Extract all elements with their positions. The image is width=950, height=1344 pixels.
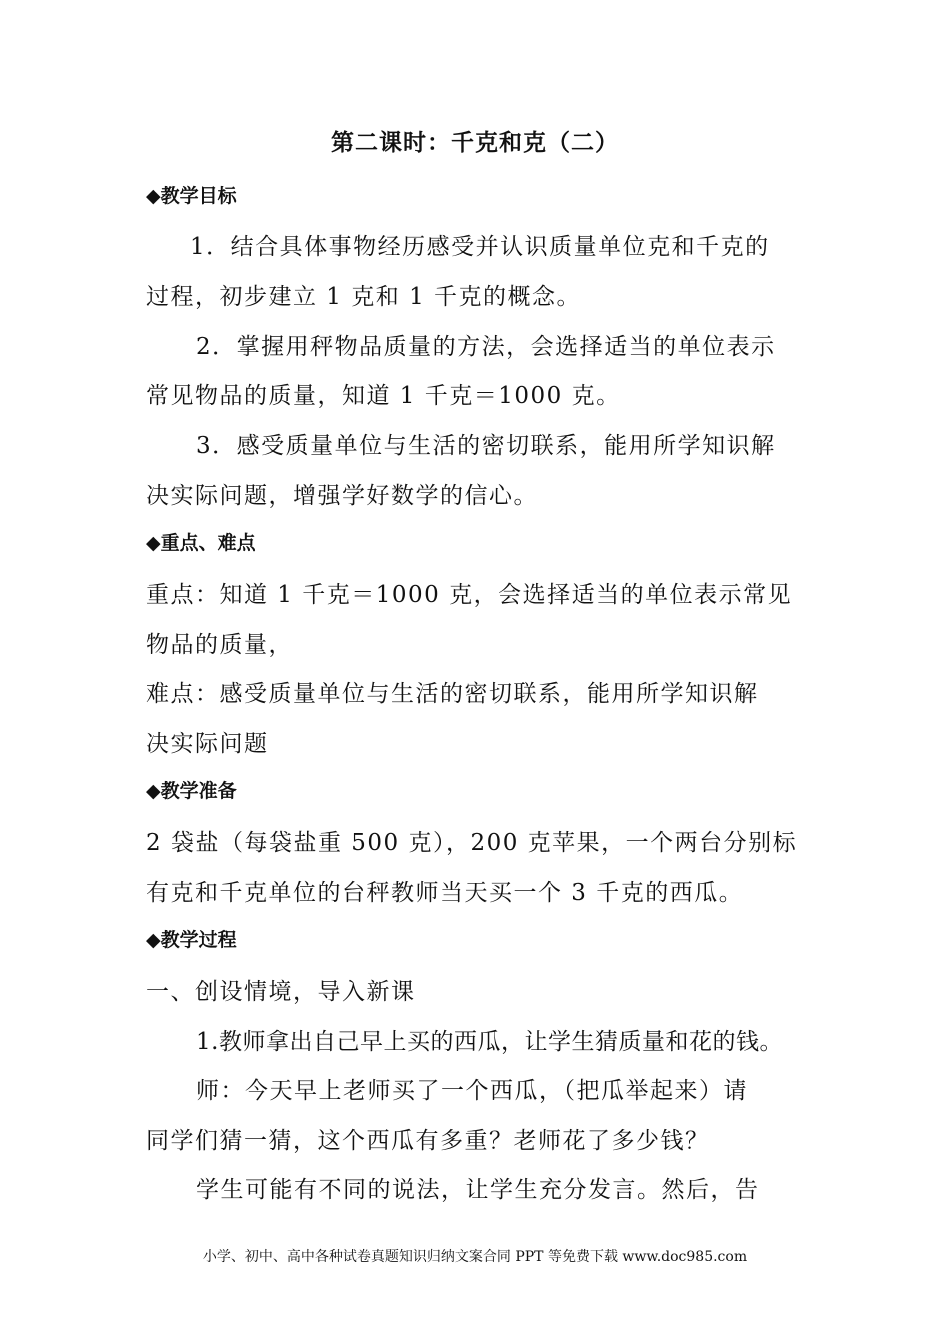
process-paragraph-3-line-1: 学生可能有不同的说法，让学生充分发言。然后，告 [196,1177,760,1203]
page-footer: 小学、初中、高中各种试卷真题知识归纳文案合同 PPT 等免费下载 www.doc985.com [202,1249,748,1265]
heading-preparation: ◆教学准备 [146,780,237,802]
preparation-line-1: 2 袋盐（每袋盐重 500 克），200 克苹果，一个两台分别标 [146,830,798,856]
goal-1-line-2: 过程，初步建立 1 克和 1 千克的概念。 [146,284,582,310]
goal-1-line-1: 1．结合具体事物经历感受并认识质量单位克和千克的 [190,234,770,260]
focus-line-1: 重点：知道 1 千克＝1000 克，会选择适当的单位表示常见 [146,582,793,608]
goal-2-line-1: 2．掌握用秤物品质量的方法，会选择适当的单位表示 [196,334,776,360]
heading-key-points: ◆重点、难点 [146,532,256,554]
difficulty-line-1: 难点：感受质量单位与生活的密切联系，能用所学知识解 [146,681,759,707]
page-title: 第二课时：千克和克（二） [331,130,619,156]
focus-line-2: 物品的质量， [146,632,293,658]
difficulty-line-2: 决实际问题 [146,731,269,757]
process-paragraph-1: 1.教师拿出自己早上买的西瓜，让学生猜质量和花的钱。 [196,1029,783,1055]
goal-3-line-1: 3．感受质量单位与生活的密切联系，能用所学知识解 [196,433,776,459]
heading-goals: ◆教学目标 [146,185,237,207]
goal-2-line-2: 常见物品的质量，知道 1 千克＝1000 克。 [146,383,621,409]
process-paragraph-2-line-1: 师：今天早上老师买了一个西瓜，（把瓜举起来）请 [196,1078,748,1104]
process-paragraph-2-line-2: 同学们猜一猜，这个西瓜有多重？老师花了多少钱？ [146,1128,710,1154]
process-section-1: 一、创设情境，导入新课 [146,979,416,1005]
goal-3-line-2: 决实际问题，增强学好数学的信心。 [146,483,538,509]
preparation-line-2: 有克和千克单位的台秤教师当天买一个 3 千克的西瓜。 [146,880,744,906]
heading-process: ◆教学过程 [146,929,237,951]
